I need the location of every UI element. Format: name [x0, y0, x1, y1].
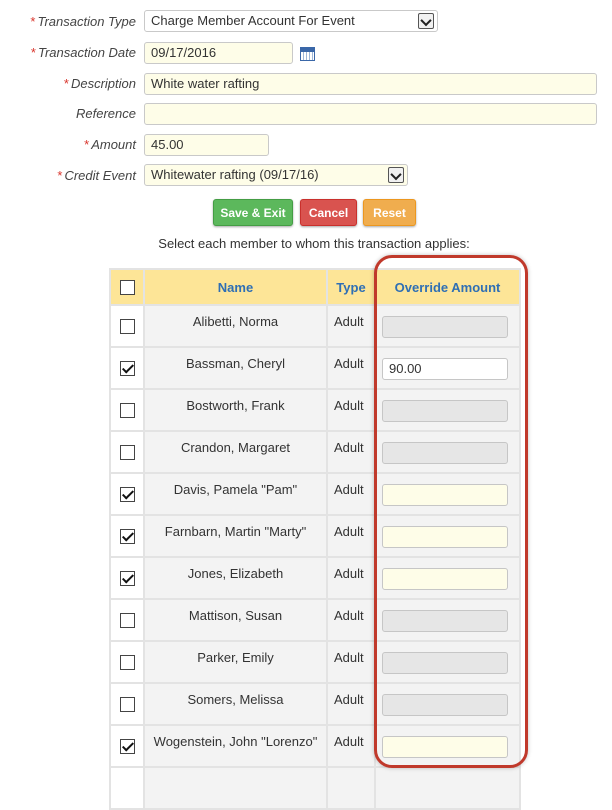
- calendar-icon[interactable]: [300, 47, 315, 61]
- member-type: Adult: [327, 557, 375, 599]
- member-type: Adult: [327, 473, 375, 515]
- amount-value: 45.00: [151, 137, 184, 152]
- override-amount-input[interactable]: [382, 526, 508, 548]
- table-row: [110, 389, 520, 431]
- member-type: Adult: [327, 725, 375, 767]
- member-select-cell: [110, 557, 144, 599]
- member-type: Adult: [327, 347, 375, 389]
- table-row: [110, 431, 520, 473]
- member-select-cell: [110, 347, 144, 389]
- transaction-type-select[interactable]: [144, 10, 438, 32]
- transaction-date-input[interactable]: [144, 42, 293, 64]
- table-header-row: [110, 269, 520, 305]
- description-row: [0, 73, 136, 99]
- override-amount-input: [382, 694, 508, 716]
- select-all-cell: [110, 269, 144, 305]
- table-row: [110, 347, 520, 389]
- member-type: Adult: [327, 305, 375, 347]
- transaction-type-label: * Transaction Type: [30, 14, 136, 29]
- member-checkbox[interactable]: [120, 529, 135, 544]
- member-select-cell: [110, 389, 144, 431]
- type-column-header: Type: [327, 269, 375, 305]
- description-label: * Description: [63, 76, 136, 91]
- table-row: [110, 641, 520, 683]
- name-column-header: Name: [144, 269, 327, 305]
- member-select-cell: [110, 683, 144, 725]
- override-amount-input: [382, 652, 508, 674]
- member-select-cell: [110, 431, 144, 473]
- member-checkbox[interactable]: [120, 613, 135, 628]
- member-type: Adult: [327, 515, 375, 557]
- reference-label: Reference: [76, 106, 136, 121]
- table-row: [110, 557, 520, 599]
- override-amount-input: [382, 400, 508, 422]
- member-select-cell: [110, 767, 144, 809]
- member-name: Jones, Elizabeth: [144, 557, 327, 599]
- override-amount-cell: [375, 767, 520, 809]
- member-checkbox[interactable]: [120, 697, 135, 712]
- reference-input[interactable]: [144, 103, 597, 125]
- table-row: [110, 725, 520, 767]
- table-row: [110, 767, 520, 809]
- member-name: Davis, Pamela "Pam": [144, 473, 327, 515]
- member-name: Parker, Emily: [144, 641, 327, 683]
- override-amount-cell: [375, 473, 520, 515]
- override-amount-column-header: Override Amount: [375, 269, 520, 305]
- member-checkbox[interactable]: [120, 571, 135, 586]
- override-amount-input[interactable]: [382, 568, 508, 590]
- member-name: [144, 767, 327, 809]
- reference-row: [0, 103, 136, 129]
- override-amount-input: [382, 442, 508, 464]
- amount-label: * Amount: [84, 137, 136, 152]
- credit-event-select[interactable]: [144, 164, 408, 186]
- member-type: Adult: [327, 431, 375, 473]
- table-row: [110, 599, 520, 641]
- table-row: [110, 683, 520, 725]
- member-type: [327, 767, 375, 809]
- override-amount-cell: [375, 515, 520, 557]
- member-select-cell: [110, 641, 144, 683]
- member-name: Somers, Melissa: [144, 683, 327, 725]
- member-select-cell: [110, 473, 144, 515]
- select-all-checkbox[interactable]: [120, 280, 135, 295]
- transaction-date-row: [0, 42, 136, 68]
- override-amount-input[interactable]: [382, 484, 508, 506]
- reset-button[interactable]: Reset: [363, 199, 416, 226]
- credit-event-value: Whitewater rafting (09/17/16): [151, 167, 319, 182]
- override-amount-cell: [375, 347, 520, 389]
- member-type: Adult: [327, 389, 375, 431]
- chevron-down-icon[interactable]: [388, 167, 404, 183]
- member-checkbox[interactable]: [120, 445, 135, 460]
- override-amount-cell: [375, 683, 520, 725]
- member-select-cell: [110, 725, 144, 767]
- instruction-text: Select each member to whom this transaction applies:: [158, 236, 470, 251]
- override-amount-cell: [375, 305, 520, 347]
- member-checkbox[interactable]: [120, 319, 135, 334]
- save-exit-button[interactable]: Save & Exit: [213, 199, 293, 226]
- override-amount-cell: [375, 725, 520, 767]
- table-row: [110, 473, 520, 515]
- chevron-down-icon[interactable]: [418, 13, 434, 29]
- member-name: Farnbarn, Martin "Marty": [144, 515, 327, 557]
- members-table: [109, 268, 521, 810]
- member-type: Adult: [327, 641, 375, 683]
- amount-row: [0, 134, 136, 160]
- member-select-cell: [110, 599, 144, 641]
- member-name: Mattison, Susan: [144, 599, 327, 641]
- member-checkbox[interactable]: [120, 739, 135, 754]
- member-name: Alibetti, Norma: [144, 305, 327, 347]
- override-amount-cell: [375, 641, 520, 683]
- override-amount-input: [382, 316, 508, 338]
- member-select-cell: [110, 305, 144, 347]
- member-type: Adult: [327, 599, 375, 641]
- member-checkbox[interactable]: [120, 487, 135, 502]
- member-checkbox[interactable]: [120, 403, 135, 418]
- member-checkbox[interactable]: [120, 655, 135, 670]
- description-input[interactable]: [144, 73, 597, 95]
- transaction-date-label: * Transaction Date: [30, 45, 136, 60]
- table-row: [110, 305, 520, 347]
- member-select-cell: [110, 515, 144, 557]
- transaction-date-value: 09/17/2016: [151, 45, 217, 60]
- table-row: [110, 515, 520, 557]
- override-amount-input: [382, 610, 508, 632]
- override-amount-cell: [375, 599, 520, 641]
- override-amount-input[interactable]: 90.00: [382, 358, 508, 380]
- member-name: Crandon, Margaret: [144, 431, 327, 473]
- override-amount-cell: [375, 557, 520, 599]
- member-name: Wogenstein, John "Lorenzo": [144, 725, 327, 767]
- credit-event-label: * Credit Event: [57, 168, 136, 183]
- member-checkbox[interactable]: [120, 361, 135, 376]
- member-name: Bostworth, Frank: [144, 389, 327, 431]
- amount-input[interactable]: [144, 134, 269, 156]
- description-value: White water rafting: [151, 76, 260, 91]
- override-amount-input[interactable]: [382, 736, 508, 758]
- member-type: Adult: [327, 683, 375, 725]
- credit-event-row: [0, 165, 136, 191]
- transaction-type-value: Charge Member Account For Event: [151, 13, 355, 28]
- override-amount-cell: [375, 431, 520, 473]
- override-amount-cell: [375, 389, 520, 431]
- transaction-type-row: [0, 11, 136, 37]
- member-name: Bassman, Cheryl: [144, 347, 327, 389]
- cancel-button[interactable]: Cancel: [300, 199, 357, 226]
